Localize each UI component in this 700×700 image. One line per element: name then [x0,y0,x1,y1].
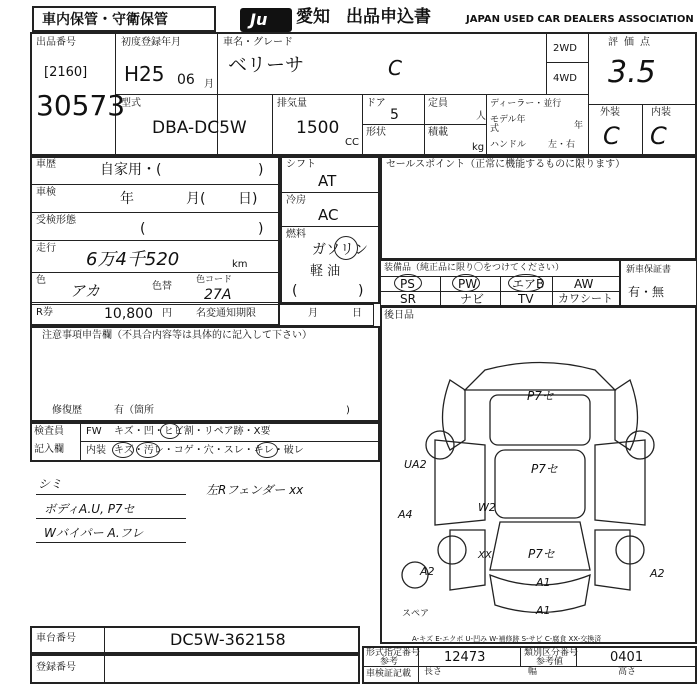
repair-label: 修復歴 [52,405,82,416]
capacity-unit: 人 [476,111,486,122]
fuel-value: ガソリン [312,242,368,258]
color-value: アカ [70,282,100,300]
handle-label: ハンドル [490,140,527,150]
mark-a2-right: A2 [650,567,665,580]
lot-number: 30573 [36,89,126,122]
import-type-label: 受検形態 [36,215,76,226]
cert-value: 12473 [444,650,486,665]
car-left-mirror-area [443,380,466,450]
equip-airbag: エアB [512,277,545,291]
shift-label: シフト [286,159,316,170]
mark-p7se-roof: P7セ [531,462,558,476]
ac-label: 冷房 [286,195,306,206]
color-label: 色 [36,275,46,286]
ac-value: AC [318,206,339,224]
mark-p7se-front: P7セ [527,389,554,403]
wear-circle [256,442,278,458]
fuel-circle [334,236,358,260]
rating-label: 評価点 [608,37,656,48]
warranty-label: 新車保証書 [626,265,672,275]
mileage-value: 6万4千520 [86,249,180,270]
fuel-label: 燃料 [286,229,306,240]
prefecture: 愛知 [296,7,330,27]
wheel-rear-left [438,536,466,564]
spare-label: スペア [402,609,430,619]
drive-2wd: 2WD [553,43,577,54]
mark-a2-left: A2 [420,565,435,578]
fender-note: 左Rフェンダー xx [206,483,304,497]
left-info-block [30,156,280,326]
wheel-front-right [626,431,654,459]
mark-a1-lower: A1 [536,604,551,617]
warranty-value: 有・無 [628,285,665,299]
displacement-value: 1500 [296,118,340,138]
ext-grade: C [603,122,620,150]
mileage-label: 走行 [36,243,56,254]
car-roof [495,450,585,518]
stain-circle [136,442,160,458]
cat-label: 類別区分番号 [524,648,579,658]
interior-head: 内装 [86,445,106,456]
mark-xx: XX [478,550,492,561]
registration-label: 初度登録年月 [121,37,181,48]
chassis-label: 車台番号 [36,633,76,644]
inspector-label-2: 記入欄 [34,444,64,455]
registration-month: 06 [177,72,195,88]
car-right-body [595,440,645,525]
plate-label: 登録番号 [36,662,76,673]
chassis-value: DC5W-362158 [170,630,286,649]
repair-value: 有（箇所 [114,405,154,416]
model-value: DBA-DC5W [152,118,247,138]
capacity-label: 定員 [428,98,448,109]
history-label: 車歴 [36,159,56,170]
fw-head: FW [86,426,102,437]
name-change-label: 名変通知期限 [196,308,256,319]
airbag-circle [508,274,544,292]
car-right-rear [595,530,630,590]
rating-score: 3.5 [608,55,656,90]
equip-pw: PW [458,277,478,291]
mark-p7se-rear: P7セ [528,547,555,561]
load-label: 積載 [428,127,448,138]
mark-a4: A4 [398,508,413,521]
dealer-label: ディーラー・並行 [490,99,562,109]
scratch-circle [112,442,134,458]
note-line-2: ボディA.U, P7セ [44,502,135,516]
inspector-label: 検査員 [34,426,64,437]
damage-legend: A-キズ E-エクボ U-凹み W-補修跡 S-サビ C-腐食 XX-交換済 [412,635,602,643]
recycle-value: 10,800 [104,306,153,322]
sales-point-box [380,156,697,260]
equip-sr: SR [400,292,416,306]
load-unit: kg [472,142,485,153]
color-change: 色替 [152,281,172,292]
cert-label: 形式指定番号 [366,648,421,658]
color-code-label: 色コード [196,275,233,285]
car-rear-window [490,522,590,570]
equip-aw: AW [574,277,594,291]
lot-label: 出品番号 [36,37,76,48]
dims-height: 高さ [618,667,637,677]
dims-width: 幅 [528,667,538,677]
car-right-mirror-area [615,380,638,450]
handle-value: 左・右 [548,140,576,150]
sales-point-label: セールスポイント（正常に機能するものに限ります） [386,159,626,170]
note-line-1: シミ [38,477,63,491]
wheel-front-left [426,431,454,459]
car-grade: C [388,56,402,80]
interior-items: キズ・汚レ・コゲ・穴・スレ・キレ・破レ [114,445,304,456]
mark-ua2: UA2 [404,458,427,471]
dent-circle [160,423,180,439]
history-value: 自家用・( [100,162,162,178]
displacement-unit: CC [345,137,359,148]
shift-value: AT [318,172,337,190]
note-line-3: Wバイパー A.フレ [44,526,144,540]
ext-label: 外装 [600,107,620,118]
doors-label: ドア [366,98,386,109]
dims-length: 長さ [424,667,443,677]
fuel-alt: 軽 油 [310,264,341,279]
drive-4wd: 4WD [553,73,577,84]
fill-in-label: 後日品 [384,310,414,321]
storage-tag: 車内保管・守衛保管 [42,12,168,28]
inspection-label: 車検 [36,187,56,198]
registration-era: H25 [124,62,165,86]
notes-label: 注意事項申告欄（不具合内容等は具体的に記入して下さい） [42,330,312,341]
pw-circle [452,274,480,292]
displacement-label: 排気量 [277,98,307,109]
car-name: ベリーサ [228,54,305,76]
doors-value: 5 [390,107,399,123]
int-label: 内装 [651,107,671,118]
int-grade: C [650,122,667,150]
shape-label: 形状 [366,127,386,138]
equipment-label: 装備品（純正品に限り〇をつけてください） [384,263,565,273]
equip-tv: TV [518,292,534,306]
mileage-unit: km [232,259,248,270]
ju-logo: Ju [240,8,292,32]
car-roof-front [465,363,615,391]
color-code: 27A [204,287,232,303]
mark-w2: W2 [478,501,496,514]
equip-ps: PS [400,277,415,291]
car-name-label: 車名・グレード [223,37,293,48]
equip-navi: ナビ [460,292,485,306]
registration-month-unit: 月 [204,79,214,90]
lot-sub: [2160] [44,65,88,80]
cat-value: 0401 [610,650,644,665]
mark-a1-bumper: A1 [536,576,551,589]
fw-items: キズ・凹・ヒビ割・リペア跡・X要 [114,426,271,437]
storage-tag-box [32,6,216,32]
ps-circle [394,274,422,292]
plate-row [30,654,360,684]
model-year-label: モデル年式 [490,115,526,134]
recycle-label: R券 [36,307,53,318]
model-label: 型式 [121,98,141,109]
model-year-unit: 年 [574,121,584,131]
org-name: JAPAN USED CAR DEALERS ASSOCIATION [466,14,694,25]
form-title: 出品申込書 [346,7,431,27]
equip-leather: カワシート [558,292,613,305]
dims-label: 車検証記載 [366,669,412,679]
